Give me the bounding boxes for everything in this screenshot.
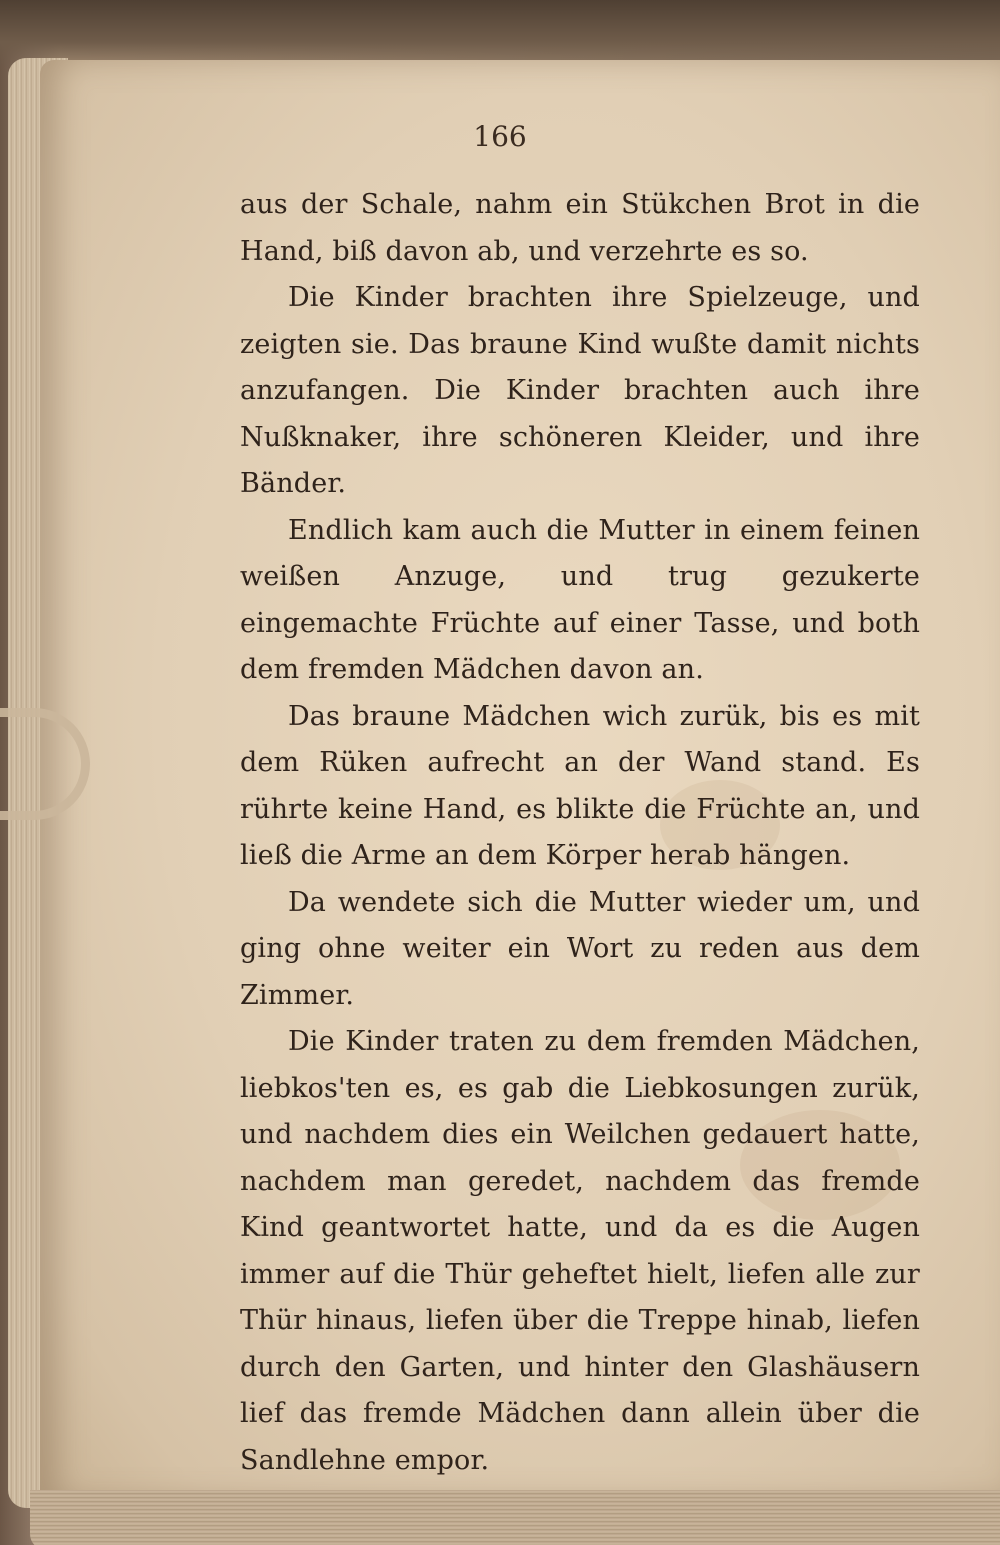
paragraph: Die Kinder traten zu dem fremden Mädchen, liebkos'ten es, es gab die Liebkosungen zurük, und nachdem dies ein Weilchen gedauert hatte, nachdem man geredet, nachdem das fremde Kind geantwortet hatte, und da es die Augen immer auf die Thür geheftet hielt, liefen alle zur Thür hinaus, liefen über die Treppe hinab, liefen durch den Garten, und hinter den Glashäusern lief das fremde Mädchen dann allein über die Sandlehne empor. — [240, 1026, 920, 1476]
paragraph: aus der Schale, nahm ein Stükchen Brot in die Hand, biß davon ab, und verzehrte es so. — [240, 189, 920, 267]
paragraph: Das braune Mädchen wich zurük, bis es mit dem Rüken aufrecht an der Wand stand. Es rührte keine Hand, es blikte die Früchte an, und ließ die Arme an dem Körper herab hängen. — [240, 700, 920, 871]
paragraph: Da wendete sich die Mutter wieder um, und ging ohne weiter ein Wort zu reden aus dem Zimmer. — [240, 886, 920, 1011]
paragraph: Endlich kam auch die Mutter in einem feinen weißen Anzuge, und trug gezukerte eingemachte Früchte auf einer Tasse, und both dem fremden Mädchen davon an. — [240, 514, 920, 685]
body-text — [240, 182, 920, 1484]
page-number: 166 — [473, 120, 527, 153]
page-edges-bottom — [30, 1490, 1000, 1545]
paragraph: Die Kinder brachten ihre Spielzeuge, und zeigten sie. Das braune Kind wußte damit nichts anzufangen. Die Kinder brachten auch ihre Nußknaker, ihre schöneren Kleider, und ihre Bänder. — [240, 282, 920, 499]
